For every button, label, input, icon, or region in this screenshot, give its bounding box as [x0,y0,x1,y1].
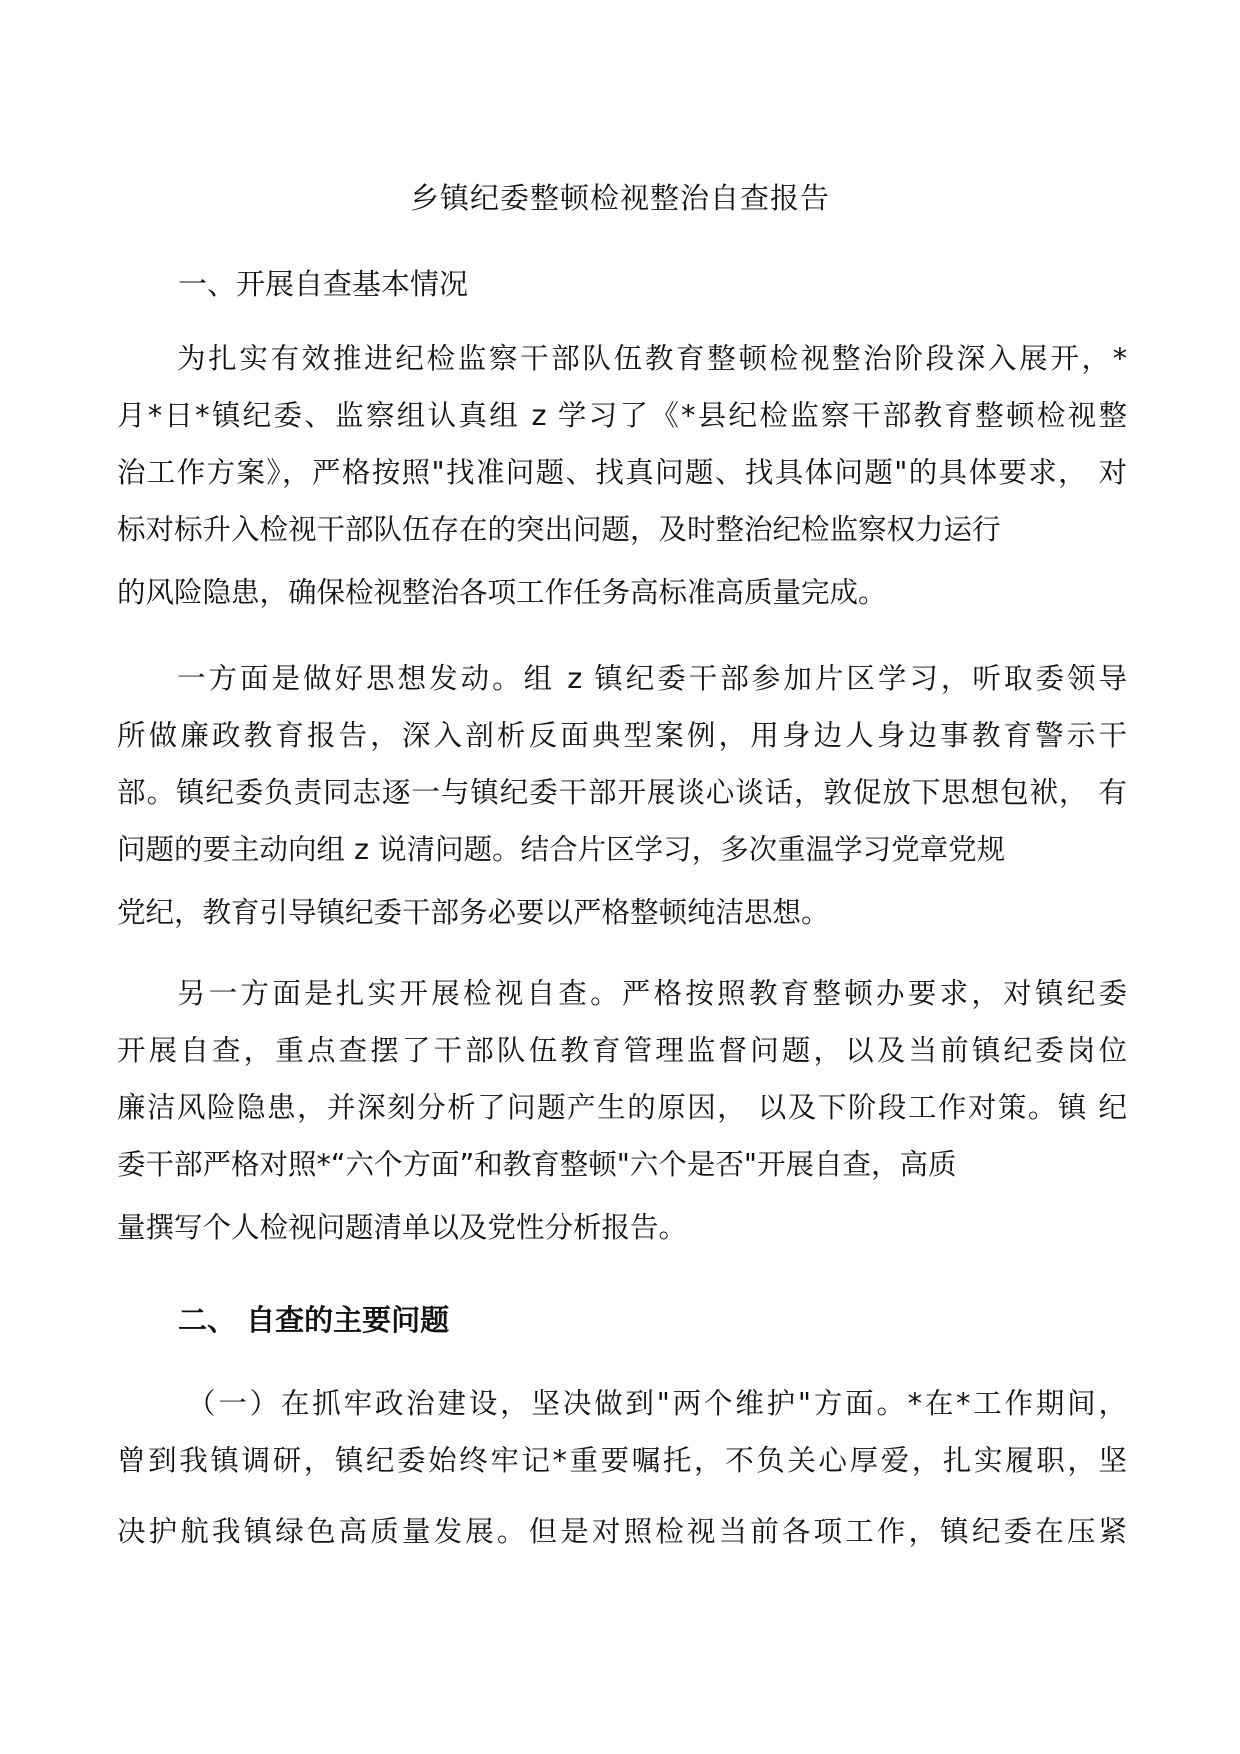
paragraph-line: 量撰写个人检视问题清单以及党性分析报告。 [117,1211,688,1244]
section-heading-1: 一、开展自查基本情况 [178,267,469,301]
paragraph-line: 党纪，教育引导镇纪委干部务必要以严格整顿纯洁思想。 [117,896,830,929]
paragraph-line: 委干部严格对照*“六个方面”和教育整顿"六个是否"开展自查，高质 [117,1148,957,1181]
paragraph-line: 曾到我镇调研，镇纪委始终牢记*重要嘱托，不负关心厚爱，扎实履职，坚 [117,1444,1127,1477]
paragraph-line: 开展自查，重点查摆了干部队伍教育管理监督问题，以及当前镇纪委岗位 [117,1034,1127,1067]
section-heading-2: 二、 自查的主要问题 [178,1303,450,1337]
paragraph-line: （一）在抓牢政治建设，坚决做到"两个维护"方面。*在*工作期间， [187,1387,1127,1420]
paragraph-1 [117,330,1127,621]
paragraph-line: 所做廉政教育报告，深入剖析反面典型案例，用身边人身边事教育警示干 [117,719,1127,752]
paragraph-line: 部。镇纪委负责同志逐一与镇纪委干部开展谈心谈话，敦促放下思想包袱， 有 [117,776,1127,809]
paragraph-line: 治工作方案》，严格按照"找准问题、找真问题、找具体问题"的具体要求， 对 [117,456,1127,489]
paragraph-line: 另一方面是扎实开展检视自查。严格按照教育整顿办要求，对镇纪委 [177,977,1127,1010]
paragraph-line: 月*日*镇纪委、监察组认真组 z 学习了《*县纪检监察干部教育整顿检视整 [117,399,1127,432]
paragraph-line: 廉洁风险隐患，并深刻分析了问题产生的原因， 以及下阶段工作对策。镇 纪 [117,1091,1127,1124]
paragraph-line: 一方面是做好思想发动。组 z 镇纪委干部参加片区学习，听取委领导 [177,662,1127,695]
paragraph-line: 问题的要主动向组 z 说清问题。结合片区学习，多次重温学习党章党规 [117,833,1006,866]
paragraph-4 [117,1375,1127,1560]
document-title: 乡镇纪委整顿检视整治自查报告 [409,181,830,215]
paragraph-3 [117,965,1127,1256]
paragraph-2 [117,650,1127,941]
paragraph-line: 标对标升入检视干部队伍存在的突出问题，及时整治纪检监察权力运行 [117,513,1001,546]
paragraph-line: 的风险隐患，确保检视整治各项工作任务高标准高质量完成。 [117,576,887,609]
paragraph-line: 为扎实有效推进纪检监察干部队伍教育整顿检视整治阶段深入展开，* [177,342,1127,375]
paragraph-line: 决护航我镇绿色高质量发展。但是对照检视当前各项工作，镇纪委在压紧 [117,1515,1127,1548]
